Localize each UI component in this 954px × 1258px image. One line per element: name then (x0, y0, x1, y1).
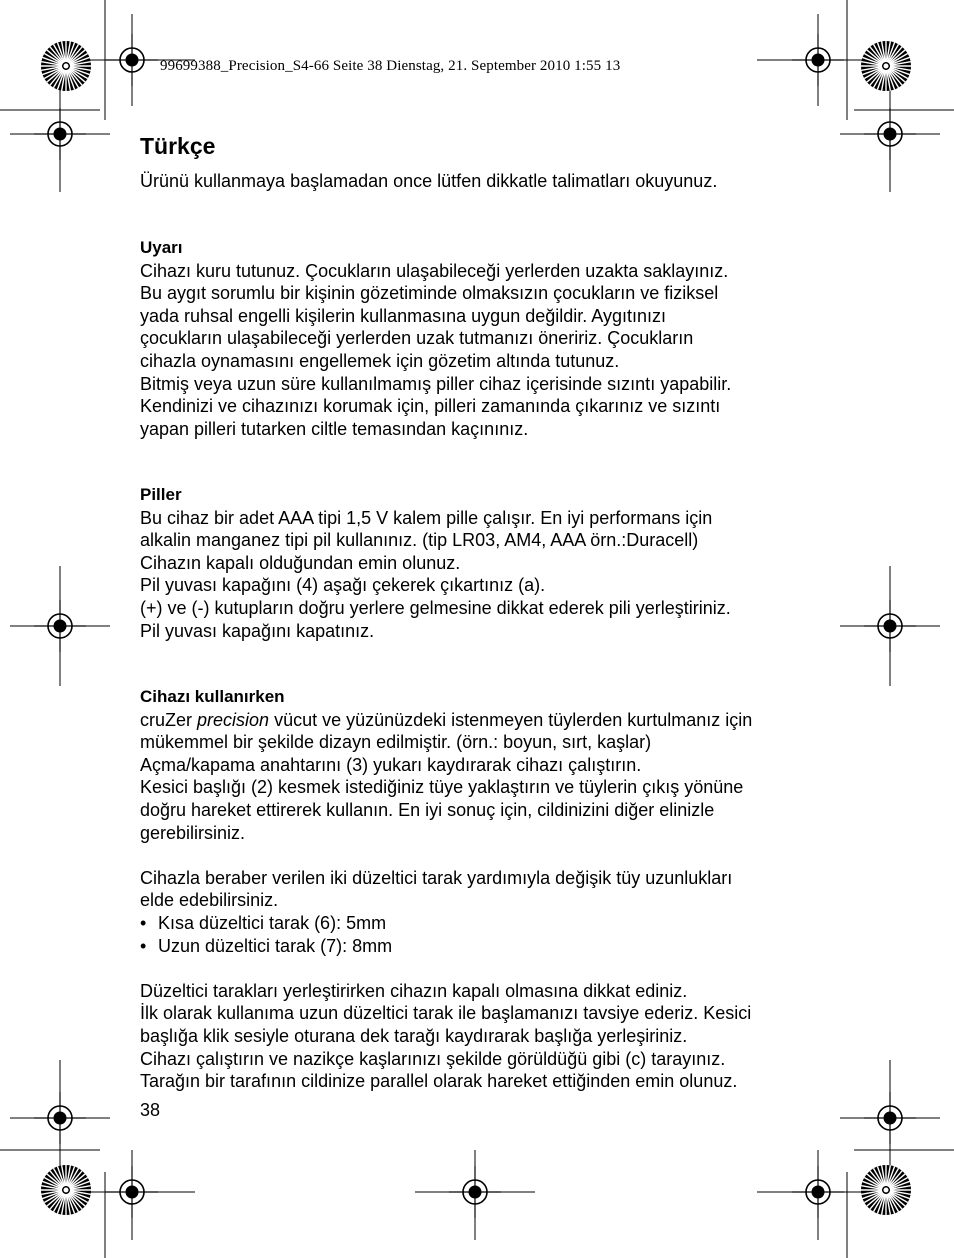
section-warning (140, 237, 820, 440)
list-item-text: Uzun düzeltici tarak (7): 8mm (158, 935, 393, 956)
text-line: çocukların ulaşabileceği yerlerden uzak tutmanızı öneririz. Çocukların (140, 328, 694, 349)
section-batteries (140, 484, 820, 642)
text-line: yada ruhsal engelli kişilerin kullanmasına uygun değildir. Aygıtınızı (140, 305, 666, 326)
text-line: Tarağın bir tarafının cildinize parallel olarak hareket ettiğinden emin olunuz. (140, 1071, 738, 1092)
blank-line (140, 844, 820, 867)
text-line: Pil yuvası kapağını (4) aşağı çekerek çıkartınız (a). (140, 575, 546, 596)
blank-line (140, 957, 820, 980)
text-line: yapan pilleri tutarken ciltle temasından kaçınınız. (140, 418, 529, 439)
text-fragment: vücut ve yüzünüzdeki istenmeyen tüylerden kurtulmanız için (269, 709, 753, 730)
text-line: Bitmiş veya uzun süre kullanılmamış piller cihaz içerisinde sızıntı yapabilir. (140, 373, 732, 394)
text-line: Düzeltici tarakları yerleştirirken cihazın kapalı olmasına dikkat ediniz. (140, 980, 688, 1001)
text-line: gerebilirsiniz. (140, 822, 246, 843)
intro-text: Ürünü kullanmaya başlamadan once lütfen dikkatle talimatları okuyunuz. (140, 171, 718, 191)
text-line: (+) ve (-) kutupların doğru yerlere gelmesine dikkat ederek pili yerleştiriniz. (140, 597, 731, 618)
text-line: Cihazı kuru tutunuz. Çocukların ulaşabileceği yerlerden uzakta saklayınız. (140, 260, 729, 281)
list-item-text: Kısa düzeltici tarak (6): 5mm (158, 912, 387, 933)
list-item (140, 912, 820, 935)
text-line: doğru hareket ettirerek kullanın. En iyi sonuç için, cildinizini diğer elinizle (140, 799, 715, 820)
section-heading: Cihazı kullanırken (140, 687, 285, 706)
section-heading: Piller (140, 485, 182, 504)
text-line: alkalin manganez tipi pil kullanınız. (tip LR03, AM4, AAA örn.:Duracell) (140, 530, 699, 551)
page-title: Türkçe (140, 133, 216, 159)
product-name-italic: precision (197, 709, 270, 730)
text-line: mükemmel bir şekilde dizayn edilmiştir. (örn.: boyun, sırt, kaşlar) (140, 732, 652, 753)
print-slug-line: 99699388_Precision_S4-66 Seite 38 Dienstag, 21. September 2010 1:55 13 (160, 58, 621, 74)
text-line: Cihazın kapalı olduğundan emin olunuz. (140, 552, 461, 573)
text-line: elde edebilirsiniz. (140, 890, 279, 911)
text-line (140, 709, 820, 732)
section-heading: Uyarı (140, 238, 183, 257)
page-number: 38 (140, 1100, 161, 1120)
section-usage (140, 686, 820, 1093)
text-line: Bu cihaz bir adet AAA tipi 1,5 V kalem pille çalışır. En iyi performans için (140, 507, 713, 528)
text-line: Cihazla beraber verilen iki düzeltici tarak yardımıyla değişik tüy uzunlukları (140, 867, 733, 888)
product-name: cruZer (140, 709, 198, 730)
bullet-icon: • (140, 912, 147, 933)
text-line: Açma/kapama anahtarını (3) yukarı kaydırarak cihazı çalıştırın. (140, 754, 642, 775)
text-line: İlk olarak kullanıma uzun düzeltici tarak ile başlamanızı tavsiye ederiz. Kesici (140, 1003, 752, 1024)
text-line: başlığa klik sesiyle oturana dek tarağı kaydırarak başlığa yerleşiriniz. (140, 1025, 688, 1046)
text-line: Bu aygıt sorumlu bir kişinin gözetiminde olmaksızın çocukların ve fiziksel (140, 283, 719, 304)
text-line: Kesici başlığı (2) kesmek istediğiniz tüye yaklaştırın ve tüylerin çıkış yönüne (140, 777, 744, 798)
bullet-icon: • (140, 935, 147, 956)
text-line: Cihazı çalıştırın ve nazikçe kaşlarınızı şekilde görüldüğü gibi (c) tarayınız. (140, 1048, 726, 1069)
text-line: Pil yuvası kapağını kapatınız. (140, 620, 375, 641)
text-line: cihazla oynamasını engellemek için gözetim altında tutunuz. (140, 350, 620, 371)
list-item (140, 935, 820, 958)
text-line: Kendinizi ve cihazınızı korumak için, pilleri zamanında çıkarınız ve sızıntı (140, 396, 721, 417)
